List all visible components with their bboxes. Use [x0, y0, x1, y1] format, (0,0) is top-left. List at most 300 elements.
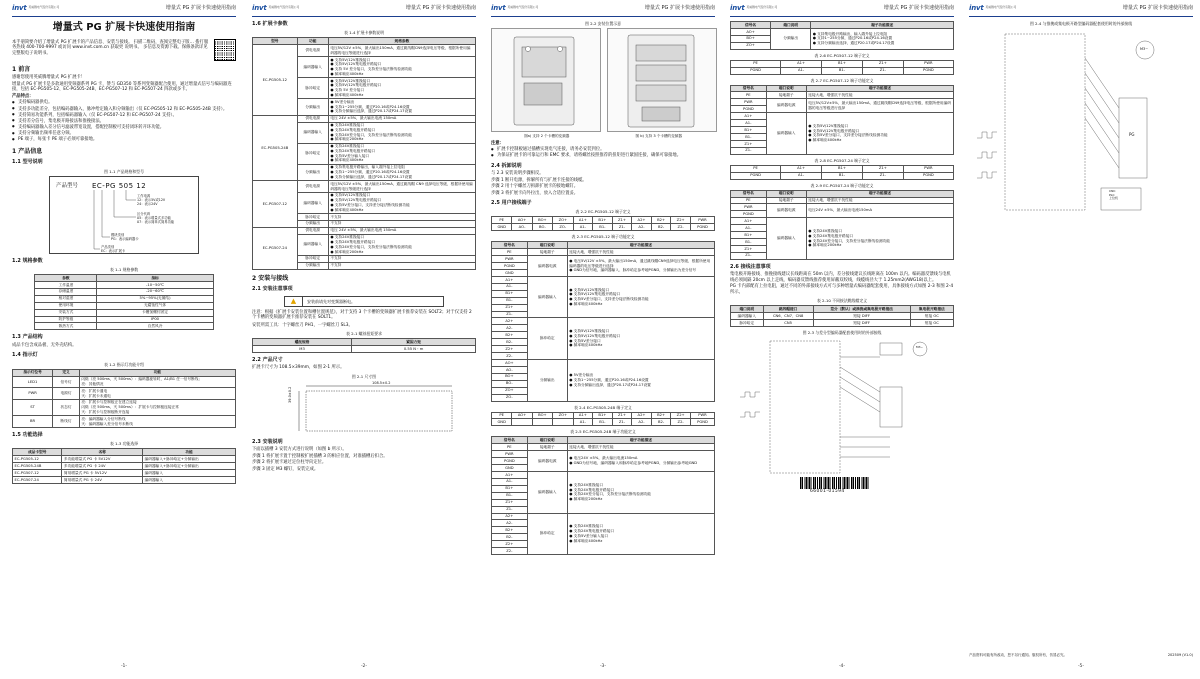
table-row [13, 388, 236, 400]
table-cell: B1+ [822, 165, 863, 172]
table-cell: 电压5V/12V ±5%，最大输出150mA，通过跳线帽 CN9 选择电压等级，根据所使用编码器的电压等级进行选择 [328, 181, 475, 193]
list-item: ● 支持编码器供电。 [12, 100, 236, 106]
install-step: 步骤 2 将扩展卡通过定位柱导向定位。 [252, 460, 327, 466]
table-row [731, 60, 954, 67]
table-cell: 编码器电源 [766, 204, 806, 218]
table-cell: Z2+ [671, 412, 691, 419]
header-title: 增量式 PG 扩展卡快速使用指南 [165, 4, 236, 11]
table-cell: PE [492, 412, 512, 419]
subsection-heading: 2.4 拆卸说明 [491, 162, 522, 169]
table-cell: 不支持 [328, 255, 475, 262]
model-note: 工作电源 [137, 193, 151, 198]
table-cell: 接地端子 [766, 197, 806, 204]
table-cell: EC-PG507-24 [13, 477, 62, 484]
page-number: -2- [360, 664, 368, 670]
table-cell: 闪烁（亮 500ms，灭 500ms）：编码器旋转时，A1/B1 任一信号断线； 亮：其他情况 [79, 376, 235, 388]
table-row [13, 470, 236, 477]
qr-code-icon[interactable] [214, 39, 236, 61]
table-cell: 编码器输入 [143, 470, 236, 477]
table-cell: 连接大地，增强抗干扰性能 [806, 197, 953, 204]
table-cell: EC-PG505-12 [13, 456, 62, 463]
table-cell: ST [13, 399, 53, 415]
install-note: 注意：根据《扩展卡安装位置和槽位置规范》，对于支持 3 个卡槽的变频器扩展卡推荐安装在 SOLT2；对于仅支持 2 个卡槽的变频器扩展卡推荐安装在 SOLT1。 [252, 309, 472, 321]
spec-table [34, 274, 213, 330]
table-cell: Z1+ [612, 217, 632, 224]
table-header: 端口说明 [766, 85, 806, 92]
header-title: 增量式 PG 扩展卡快速使用指南 [883, 4, 954, 11]
table-cell: Z2- [492, 548, 528, 555]
inverter-3slot-drawing [608, 29, 716, 133]
table-row [492, 419, 715, 426]
table-cell: ● 支持24V推挽接口 ● 支持24V集电极开路接口 ● 支持24V差分接口，支持差分接法断线检测功能 ● 频率响应200kHz [328, 234, 475, 255]
table-header: 集电极开路接法 [910, 306, 953, 313]
wiring-drawing-b [969, 28, 1193, 218]
table-header: 紧固力矩 [352, 339, 476, 346]
brand-sub: 英威腾电气股份有限公司 [268, 5, 300, 10]
table-cell: A1- [731, 225, 767, 232]
table-cell: PWR [690, 217, 714, 224]
table-cell: EC-PG505-12 [253, 45, 298, 115]
table-cell: BO+ [532, 412, 552, 419]
table-cell: 散热方式 [35, 323, 97, 330]
table-caption: 表 1-1 规格参数 [109, 266, 139, 272]
table-caption: 表 2-8 EC-PG507-24 端子定义 [814, 157, 870, 163]
table-cell: B1+ [731, 232, 767, 239]
table-cell: ● 支持24V推挽接口 ● 支持24V集电极开路接口 ● 支持24V差分接口，支持差分接法断线检测功能 ● 频率响应200kHz [806, 218, 953, 260]
subsection-heading: 2.2 产品尺寸 [252, 357, 283, 364]
table-cell: PE [731, 92, 767, 99]
table-caption: 表 2-10 不同接法跳线帽定义 [816, 298, 868, 304]
figure-caption: 图a) 支持 2 个卡槽的变频器 [524, 134, 570, 138]
table-header: 端子功能描述 [811, 22, 954, 29]
page-number: -5- [1077, 664, 1085, 670]
table-cell: Z1+ [862, 165, 903, 172]
brand-sub: 英威腾电气股份有限公司 [746, 5, 778, 10]
table-row [731, 99, 954, 106]
remove-step: 步骤 1 断开电源，拆解所有与扩展卡连接的线缆。 [491, 177, 587, 183]
table-cell: ZO+ [492, 387, 528, 394]
table-caption: 表 2-6 EC-PG507-12 端子定义 [814, 52, 870, 58]
brand-mark: invt [491, 3, 506, 12]
table-cell: A2+ [632, 412, 652, 419]
install-figure-captions [491, 134, 715, 139]
table-cell: B1- [593, 419, 613, 426]
table-cell: ● 支持5V/12V推挽接口 ● 支持5V/12V集电极开路接口 ● 支持5V差分接口，支持差分接法断线检测功能 ● 频率响应400kHz [806, 113, 953, 155]
divider-output-table [730, 21, 954, 50]
table-cell: PGND [492, 458, 528, 465]
table-cell: PGND [731, 67, 781, 74]
remove-intro: 与 2.3 安装说明步骤相反。 [491, 171, 544, 177]
page-number: -1- [120, 664, 128, 670]
subsection-heading: 1.3 产品结构 [12, 334, 43, 341]
wiring-drawing-a [730, 337, 954, 477]
table-cell: ● 支持集电极开路输出，输入端外接上拉电阻 ● 支持1~255分频，通过P20.16或P24.16设置 ● 支持分频输出选择，通过P20.17或P24.17设置 [811, 28, 954, 49]
page-5 [963, 0, 1199, 679]
table-cell: 分频输出 [771, 28, 811, 49]
table-cell: ● 5V差分输出 ● 支持1~255分频，通过P20.16或P24.16设置 ● 支持分频输出选择，通过P20.17或P24.17设置 [567, 359, 714, 401]
table-cell: 编码器输入+脉冲给定+分频输出 [143, 463, 236, 470]
figure-caption: 图 2-3 与差分型编码器配套使用时的外部接线 [802, 329, 882, 335]
table-cell: PGND [492, 263, 528, 270]
table-row [13, 376, 236, 388]
brand-logo [12, 4, 59, 13]
table-header: 成品卡型号 [13, 449, 62, 456]
table-row [35, 323, 213, 330]
model-notes-a [137, 194, 165, 206]
install-step: 步骤 1 将扩展卡置于控制板扩展插槽 3 的相应位置，对准插槽后扣合。 [252, 453, 388, 459]
led-table [12, 369, 236, 428]
table-header: 参数 [35, 274, 97, 281]
table-cell: BO+ [492, 373, 528, 380]
intro-block [12, 39, 236, 61]
preface-p1: 感谢您使用英威腾增量式 PG 扩展卡！ [12, 75, 86, 81]
list-item: ● 支持编码器输入差分信号滤波带宽设置，搭配控制板可支持闭环转开环功能。 [12, 125, 236, 131]
list-item: ● 支持多功能差分，包括编码器输入、脉冲给定输入和分频输出（仅 EC-PG505-12 和 EC-PG505-24B 支持）。 [12, 107, 236, 113]
table-row [731, 218, 954, 225]
table-cell: B1- [492, 297, 528, 304]
table-cell: A1+ [781, 165, 822, 172]
terminal-table-2-8 [730, 165, 954, 180]
table-cell: 电压5V/12V ±5%，最大输出150mA，通过跳线帽CN9选择电压等级，根据所使用编码器的电压等级进行选择 [328, 45, 475, 57]
table-cell: A1+ [731, 113, 767, 120]
table-header: 名称 [62, 449, 143, 456]
table-header: 信号名 [731, 22, 771, 29]
table-cell: GND [492, 419, 512, 426]
section-heading: 2 安装与接线 [252, 274, 289, 282]
table-row [492, 249, 715, 256]
table-row [492, 444, 715, 451]
table-header: 端口说明 [766, 190, 806, 197]
subsection-heading: 2.5 用户接线端子 [491, 200, 532, 207]
dim-width-label: 108.5±0.2 [372, 380, 391, 385]
table-cell: B1+ [492, 485, 528, 492]
table-cell: AO+ [731, 28, 771, 35]
table-cell: Z1+ [862, 60, 903, 67]
table-cell: 编码器电源 [527, 451, 567, 472]
table-cell: 简易增量式 PG 卡 5V12V [62, 470, 143, 477]
table-cell: 安装方式 [35, 309, 97, 316]
brand-mark: invt [252, 3, 267, 12]
controller-label: CNC PLC 上位机 [1109, 189, 1119, 201]
table-cell: PGND [731, 211, 767, 218]
table-cell [553, 419, 573, 426]
table-cell: A1+ [731, 218, 767, 225]
footer-notes [969, 653, 1193, 657]
table-cell: PWR [731, 204, 767, 211]
page-number: -4- [838, 664, 846, 670]
table-header: 信号名 [492, 242, 528, 249]
brand-sub: 英威腾电气股份有限公司 [28, 5, 60, 10]
table-cell: BO+ [731, 35, 771, 42]
table-cell: B2- [492, 339, 528, 346]
list-item: ● 支持分频输出频率任意分频。 [12, 131, 236, 137]
table-cell: BR [13, 416, 53, 428]
table-cell: A1- [492, 283, 528, 290]
table-cell: Z1- [731, 252, 767, 259]
table-cell: A1+ [573, 412, 593, 419]
version-label: 202509 (V1.0) [1167, 652, 1193, 657]
table-row [731, 92, 954, 99]
table-cell: PWR [903, 60, 953, 67]
table-cell: 5%~95%(无凝结) [97, 295, 213, 302]
table-row [35, 309, 213, 316]
table-cell: ZO- [492, 394, 528, 401]
preface-p2: 增量式 PG 扩展卡是多款通用变频器系列 PG 卡，赞与 GD350 等系列变频器配合使用，通过增量式信号与编码器连接，包括 EC-PG505-12、EC-PG505-24B、EC-PG507-12 和 EC-PG507-24 四款或多卡。 [12, 81, 232, 93]
table-cell: B1- [731, 133, 767, 140]
table-cell: PGND [731, 172, 781, 179]
dimension-figure [252, 381, 476, 435]
table-cell: 电压 24V ±5%，最大输出电流 150mA [328, 227, 475, 234]
pg-label: PG [1129, 132, 1135, 137]
table-row [492, 217, 715, 224]
header-title: 增量式 PG 扩展卡快速使用指南 [644, 4, 715, 11]
table-cell: AO- [492, 366, 528, 373]
table-cell: -20~60℃ [97, 288, 213, 295]
table-cell: PWR [492, 451, 528, 458]
brand-logo [730, 4, 777, 13]
table-cell: 相对湿度 [35, 295, 97, 302]
table-cell: AO+ [512, 217, 532, 224]
table-cell: 编码器输入 [527, 471, 567, 513]
figure-caption: 图 1-1 产品规格和型号 [104, 168, 144, 174]
features-title: 产品特点： [12, 93, 34, 99]
model-notes-c [111, 233, 139, 241]
model-note: PG：表示编码器卡 [111, 236, 139, 241]
table-row [253, 45, 476, 57]
table-cell: AO+ [512, 412, 532, 419]
model-note: 模块类别 [111, 232, 125, 237]
model-note: 区分代码 [137, 211, 151, 216]
table-cell: Z1+ [731, 140, 767, 147]
differential-wiring-diagram [730, 337, 954, 477]
table-header: 螺丝规格 [253, 339, 352, 346]
table-cell: 短接 OC [910, 320, 953, 327]
model-note: 产品类别 [101, 244, 115, 249]
table-cell: B2+ [492, 527, 528, 534]
table-header: 规格参数 [328, 38, 475, 45]
table-cell: ● 电压5V/12V ±5%，最大输出150mA，通过跳线帽CN9选择电压等级，根据所使用编码器的电压等级进行选择 ● GND为信号地，编码器输入、脉冲给定参考地PGND，分频输出为差分信号 [567, 256, 714, 277]
table-row [492, 471, 715, 478]
model-note: 12：表示5V或12V [137, 197, 166, 202]
table-row [253, 115, 476, 122]
list-item: ● 支持差分信号，集电极开路接法和推挽接法。 [12, 119, 236, 125]
figure-caption: 图 2-4 与推挽或集电极开路型编码器配套使用时的外部接线 [1029, 21, 1133, 26]
table-cell: 连接大地，增强抗干扰性能 [806, 92, 953, 99]
table-cell: Z2- [671, 224, 691, 231]
table-cell: LED1 [13, 376, 53, 388]
table-cell: GND [492, 270, 528, 277]
table-cell: 编码器输入 [143, 477, 236, 484]
page-header [252, 0, 476, 17]
table-cell: -10~50℃ [97, 281, 213, 288]
jumper-table [730, 305, 954, 327]
inverter-2slot-drawing [492, 29, 600, 133]
table-header: 信号名 [492, 437, 528, 444]
table-header: 型号 [253, 38, 298, 45]
table-cell: PE [492, 217, 512, 224]
table-cell: 连接大地，增强抗干扰性能 [567, 444, 714, 451]
table-cell: ● 支持集电极开路输出，输入端外接上拉电阻 ● 支持1~255分频，通过P20.16或P24.16设置 ● 支持分频输出选择，通过P20.17或P24.17设置 [328, 164, 475, 180]
table-cell: 供电电源 [297, 45, 328, 57]
remove-step: 步骤 2 用十字螺丝刀拆卸扩展卡的接地螺钉。 [491, 184, 579, 190]
page-header [730, 0, 954, 17]
barcode-number: 66001-01594 [810, 488, 845, 494]
table-cell: A2- [492, 520, 528, 527]
table-cell: Z1- [862, 67, 903, 74]
terminal-table-2-4 [491, 412, 715, 427]
table-cell: 编码器输入 [766, 218, 806, 260]
notes-list [491, 147, 715, 159]
table-cell: 无腐蚀性气体 [97, 302, 213, 309]
table-cell: 使用环境 [35, 302, 97, 309]
table-header: 差分（默认）或推挽或集电极开路接法 [813, 306, 910, 313]
structure-text: 成品卡包含成品板、无外壳结构。 [12, 342, 77, 348]
subsection-heading: 2.3 安装说明 [252, 438, 283, 445]
table-cell: B2- [651, 224, 671, 231]
table-cell: B1+ [593, 217, 613, 224]
table-cell: ● 支持5V/12V推挽接口 ● 支持5V/12V集电极开路接口 ● 支持5V差分接口，支持差分接法断线检测功能 ● 频率响应400kHz [567, 276, 714, 318]
subsection-heading: 1.2 规格参数 [12, 257, 43, 264]
table-cell: PE [492, 249, 528, 256]
param-table [252, 37, 476, 269]
table-cell: B1+ [492, 290, 528, 297]
table-cell: B1+ [593, 412, 613, 419]
table-cell: B2- [492, 534, 528, 541]
table-cell: B1- [593, 224, 613, 231]
table-header: 指示灯位号 [13, 369, 53, 376]
subsection-heading: 1.6 扩展卡参数 [252, 21, 288, 27]
table-cell: 短接 OC [910, 313, 953, 320]
table-cell: 不支持 [328, 220, 475, 227]
table-cell: ● 支持5V/12V推挽接口 ● 支持5V/12V集电极开路接口 ● 支持5V差分接口 ● 频率响应400kHz [567, 318, 714, 360]
table-cell: Z1+ [492, 499, 528, 506]
table-header: 端口说明 [731, 306, 764, 313]
table-cell: 脉冲给定 [297, 255, 328, 262]
inverter-2slot-image [491, 28, 601, 132]
table-row [492, 451, 715, 458]
table-cell: 状态灯 [53, 399, 80, 415]
table-cell: CN6、CN7、CN8 [763, 313, 813, 320]
table-cell: PWR [492, 256, 528, 263]
table-cell: PWR [13, 388, 53, 400]
table-cell: 连接大地，增强抗干扰性能 [567, 249, 714, 256]
table-cell: PE [731, 197, 767, 204]
table-cell [512, 419, 532, 426]
table-header: 指标 [97, 274, 213, 281]
remove-step: 步骤 3 将扩展卡向外拉出，放入合适位置妥。 [491, 190, 579, 196]
table-cell: PGND [731, 106, 767, 113]
header-title: 增量式 PG 扩展卡快速使用指南 [405, 4, 476, 11]
table-cell: 编码器输入 [766, 113, 806, 155]
table-header: 定义 [53, 369, 80, 376]
table-cell: 0.55 N・m [352, 346, 476, 353]
inverter-3slot-image [607, 28, 717, 132]
table-cell: BO+ [532, 217, 552, 224]
model-diagram [49, 176, 199, 254]
copyright-note: 产品资料可能有所改动，恕不另行通知。版权所有，仿冒必究。 [969, 652, 1067, 657]
table-cell: 电压5V/12V±5%，最大输出150mA，通过跳线帽CN9选择电压等级，根据所使用编码器的电压等级进行选择 [806, 99, 953, 113]
barcode-icon [800, 477, 870, 489]
table-row [731, 113, 954, 120]
model-code: EC-PG 505 12 [92, 181, 147, 190]
table-cell: 电源灯 [53, 388, 80, 400]
table-cell: 编码器输入 [297, 234, 328, 255]
table-cell: AO+ [492, 359, 528, 366]
table-row [731, 67, 954, 74]
table-cell: Z2+ [671, 217, 691, 224]
table-cell: B2+ [651, 217, 671, 224]
table-cell: 亮：编码器输入分信号断线 灭：编码器输入差分信号未断线 [79, 416, 235, 428]
model-note: 07：表示简单式简易功能 [137, 219, 175, 224]
table-cell: Z1+ [612, 412, 632, 419]
table-cell: ZO+ [553, 217, 573, 224]
brand-sub: 英威腾电气股份有限公司 [507, 5, 539, 10]
table-cell: Z2+ [492, 541, 528, 548]
table-caption: 表 2-3 EC-PG505-12 端子功能定义 [571, 234, 635, 240]
warning-box [284, 296, 444, 307]
table-cell: 脉冲给定 [297, 78, 328, 99]
table-cell: B1- [822, 67, 863, 74]
terminal-table-2-2 [491, 216, 715, 231]
table-cell: 分频输出 [297, 220, 328, 227]
table-cell: A1- [492, 478, 528, 485]
brand-logo [969, 4, 1016, 13]
table-row [13, 463, 236, 470]
table-cell: ● 支持24V推挽接口 ● 支持24V集电极开路接口 ● 支持5V差分输入接口 ● 频率响应400kHz [328, 143, 475, 164]
subsection-heading: 2.1 安装注意事项 [252, 286, 293, 293]
figure-caption: 图 2-1 尺寸图 [351, 373, 377, 379]
table-cell: M3 [253, 346, 352, 353]
table-caption: 表 2-7 EC-PG507-12 端子功能定义 [810, 77, 874, 83]
warning-icon: ▲ [285, 297, 303, 306]
subsection-heading: 2.6 接线注意事项 [730, 263, 771, 270]
table-cell: A2- [632, 224, 652, 231]
table-cell: 编码器输入 [297, 56, 328, 77]
table-cell: Z1- [731, 147, 767, 154]
table-cell: GND [492, 465, 528, 472]
table-caption: 表 2-4 EC-PG505-24B 端子定义 [574, 404, 632, 410]
table-row [731, 28, 954, 35]
page-header [12, 0, 236, 17]
table-cell: Z2- [671, 419, 691, 426]
table-cell: 编码器电源 [527, 256, 567, 277]
table-row [731, 172, 954, 179]
page-number: -3- [599, 664, 607, 670]
table-cell: PWR [690, 412, 714, 419]
brand-mark: invt [12, 3, 27, 12]
table-header: 端子功能描述 [567, 437, 714, 444]
table-row [35, 288, 213, 295]
page-1 [6, 0, 242, 679]
table-caption: 表 2-5 EC-PG505-24B 端子功能定义 [570, 429, 636, 435]
brand-sub: 英威腾电气股份有限公司 [985, 5, 1017, 10]
table-caption: 表 1-2 指示灯功能介绍 [104, 361, 144, 367]
table-cell: EC-PG507-24 [253, 227, 298, 269]
table-cell: ● 5V差分输出 ● 支持1~255分频，通过P20.16或P24.16设置 ● 支持分频输出选择，通过P20.17或P24.17设置 [328, 99, 475, 115]
table-cell: Z1- [492, 506, 528, 513]
table-cell: PWR [903, 165, 953, 172]
table-header: 端口说明 [527, 437, 567, 444]
table-cell: 脉冲给定 [731, 320, 764, 327]
section-heading: 1 产品信息 [12, 147, 43, 155]
table-cell: 电压24V ±5%，最大输出电流150mA [806, 204, 953, 218]
table-cell: PGND [903, 172, 953, 179]
table-caption: 表 2-9 EC-PG507-24 端子功能定义 [810, 182, 874, 188]
table-row [35, 302, 213, 309]
table-cell: Z2+ [492, 346, 528, 353]
model-label: 产品型号 [56, 182, 79, 189]
table-caption: 表 2-2 EC-PG505-12 端子定义 [575, 209, 631, 215]
